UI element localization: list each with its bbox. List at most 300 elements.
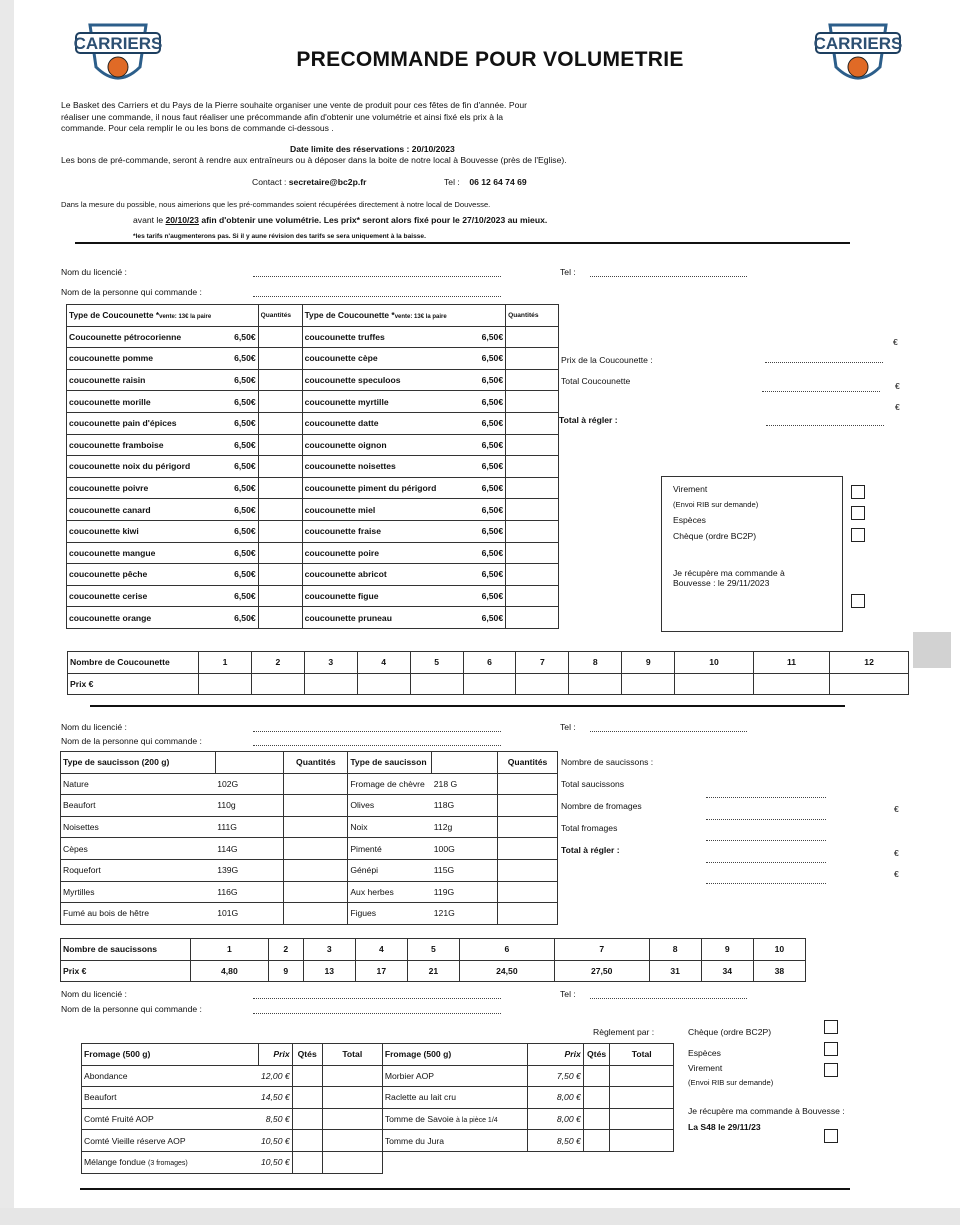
count-cell: 3 bbox=[303, 939, 355, 961]
especes-checkbox[interactable] bbox=[851, 506, 865, 520]
header-type-text: Type de Coucounette * bbox=[69, 310, 160, 321]
price-cell: 24,50 bbox=[459, 960, 554, 982]
table-row bbox=[67, 477, 559, 499]
table-row bbox=[61, 816, 558, 838]
qty-cell[interactable] bbox=[292, 1065, 322, 1087]
product-weight: 139G bbox=[215, 859, 284, 881]
side-label: Nombre de saucissons : bbox=[561, 757, 654, 767]
product-name: coucounette speculoos bbox=[304, 375, 401, 386]
qty-cell[interactable] bbox=[284, 881, 348, 903]
qty-cell[interactable] bbox=[506, 477, 559, 499]
virement-checkbox[interactable] bbox=[824, 1063, 838, 1077]
pickup-date: Bouvesse : le 29/11/2023 bbox=[673, 578, 770, 588]
count-cell: 12 bbox=[830, 652, 909, 674]
product-price: 8,00 € bbox=[528, 1087, 584, 1109]
product-cell bbox=[67, 412, 259, 434]
especes-checkbox[interactable] bbox=[824, 1042, 838, 1056]
divider bbox=[75, 242, 850, 244]
product-cell bbox=[67, 391, 259, 413]
product-name: coucounette noisettes bbox=[304, 461, 396, 472]
licencie-label: Nom du licencié : bbox=[61, 722, 127, 732]
product-cell bbox=[67, 456, 259, 478]
product-name: Génépi bbox=[348, 859, 432, 881]
tariff-note: *les tarifs n'augmenterons pas. Si il y aune révision des tarifs se sera uniquement à la baisse. bbox=[133, 233, 426, 240]
total-saucissons-field[interactable] bbox=[706, 797, 826, 798]
qty-cell[interactable] bbox=[583, 1065, 610, 1087]
personne-field[interactable] bbox=[253, 296, 501, 297]
product-name bbox=[382, 1108, 527, 1130]
price-cell[interactable] bbox=[753, 673, 829, 695]
qty-cell[interactable] bbox=[258, 542, 302, 564]
qty-cell[interactable] bbox=[284, 773, 348, 795]
table-row bbox=[61, 773, 558, 795]
qty-cell[interactable] bbox=[284, 795, 348, 817]
product-weight: 218 G bbox=[432, 773, 498, 795]
product-name: coucounette miel bbox=[304, 504, 376, 515]
product-name: Noix bbox=[348, 816, 432, 838]
product-price: 6,50€ bbox=[234, 526, 256, 537]
total-cell[interactable] bbox=[322, 1130, 382, 1152]
tel-value: 06 12 64 74 69 bbox=[469, 177, 527, 187]
pickup-line: Je récupère ma commande à bbox=[673, 568, 785, 578]
product-price: 6,50€ bbox=[234, 461, 256, 472]
pay-rib-note: (Envoi RIB sur demande) bbox=[688, 1078, 774, 1087]
total-cell[interactable] bbox=[610, 1065, 674, 1087]
divider bbox=[80, 1188, 850, 1190]
qty-cell[interactable] bbox=[583, 1087, 610, 1109]
qty-cell[interactable] bbox=[498, 903, 558, 925]
qty-cell[interactable] bbox=[498, 838, 558, 860]
qty-cell[interactable] bbox=[583, 1130, 610, 1152]
price-cell[interactable] bbox=[569, 673, 622, 695]
col-header-prix: Prix bbox=[528, 1044, 584, 1066]
qty-cell[interactable] bbox=[258, 564, 302, 586]
tel-line bbox=[444, 177, 527, 189]
pay-rib-note: (Envoi RIB sur demande) bbox=[673, 500, 759, 509]
table-row bbox=[67, 369, 559, 391]
product-price: 6,50€ bbox=[234, 439, 256, 450]
deadline: Date limite des réservations : 20/10/2023 bbox=[290, 144, 455, 154]
qty-cell[interactable] bbox=[258, 456, 302, 478]
price-cell[interactable] bbox=[516, 673, 569, 695]
product-name: Olives bbox=[348, 795, 432, 817]
licencie-field[interactable] bbox=[253, 276, 501, 277]
grey-square bbox=[913, 632, 951, 668]
qty-cell[interactable] bbox=[284, 903, 348, 925]
product-cell bbox=[302, 542, 506, 564]
price-cell[interactable] bbox=[622, 673, 675, 695]
qty-cell[interactable] bbox=[506, 499, 559, 521]
extra-field[interactable] bbox=[706, 883, 826, 884]
table-row bbox=[67, 585, 559, 607]
count-cell: 5 bbox=[410, 652, 463, 674]
product-weight: 119G bbox=[432, 881, 498, 903]
count-cell: 10 bbox=[675, 652, 754, 674]
price-cell[interactable] bbox=[830, 673, 909, 695]
product-name: coucounette orange bbox=[69, 612, 152, 623]
pay-especes: Espèces bbox=[688, 1048, 721, 1058]
table-row bbox=[67, 456, 559, 478]
euro-sign: € bbox=[895, 381, 900, 391]
qty-cell[interactable] bbox=[258, 369, 302, 391]
before-text: avant le bbox=[133, 215, 166, 225]
prix-coucounette-field[interactable] bbox=[765, 362, 883, 363]
empty-cell bbox=[382, 1151, 527, 1173]
table-row bbox=[61, 859, 558, 881]
col-header-qty: Qtés bbox=[583, 1044, 610, 1066]
total-regler-field[interactable] bbox=[706, 862, 826, 863]
product-cell bbox=[67, 326, 259, 348]
return-note: Les bons de pré-commande, seront à rendre aux entraîneurs ou à déposer dans la boite de notre local à Bouvesse (près de l'Eglise). bbox=[61, 155, 567, 165]
product-name: coucounette poivre bbox=[69, 483, 149, 494]
count-cell: 2 bbox=[268, 939, 303, 961]
empty-cell bbox=[610, 1151, 674, 1173]
product-weight: 112g bbox=[432, 816, 498, 838]
product-price: 6,50€ bbox=[234, 504, 256, 515]
total-cell[interactable] bbox=[322, 1151, 382, 1173]
price-cell: 17 bbox=[355, 960, 407, 982]
pickup-checkbox[interactable] bbox=[851, 594, 865, 608]
personne-field[interactable] bbox=[253, 1013, 501, 1014]
product-cell bbox=[302, 391, 506, 413]
product-name: Aux herbes bbox=[348, 881, 432, 903]
table-row bbox=[67, 520, 559, 542]
table-row bbox=[82, 1065, 674, 1087]
count-cell: 5 bbox=[407, 939, 459, 961]
col-header-type: Type de saucisson (200 g) bbox=[61, 752, 216, 774]
product-cell bbox=[302, 326, 506, 348]
intro-line: réaliser une commande, il nous faut réaliser une précommande afin d'obtenir une volumétrie et ainsi fixé els prix à la bbox=[61, 111, 504, 122]
price-cell: 21 bbox=[407, 960, 459, 982]
qty-cell[interactable] bbox=[506, 369, 559, 391]
product-price: 10,50 € bbox=[259, 1151, 292, 1173]
count-cell: 11 bbox=[753, 652, 829, 674]
product-price: 6,50€ bbox=[481, 439, 504, 450]
count-cell: 2 bbox=[251, 652, 304, 674]
divider bbox=[90, 705, 845, 707]
product-cell bbox=[302, 607, 506, 629]
qty-cell[interactable] bbox=[506, 326, 559, 348]
qty-cell[interactable] bbox=[284, 816, 348, 838]
price-cell: 31 bbox=[649, 960, 701, 982]
qty-cell[interactable] bbox=[258, 520, 302, 542]
qty-cell[interactable] bbox=[506, 607, 559, 629]
qty-cell[interactable] bbox=[506, 585, 559, 607]
total-cell[interactable] bbox=[322, 1065, 382, 1087]
product-note: (3 fromages) bbox=[148, 1160, 188, 1168]
pay-virement: Virement bbox=[688, 1063, 723, 1073]
tel-label: Tel : bbox=[444, 177, 463, 187]
qty-cell[interactable] bbox=[258, 607, 302, 629]
price-cell[interactable] bbox=[463, 673, 516, 695]
qty-cell[interactable] bbox=[258, 434, 302, 456]
product-label: Tomme de Savoie bbox=[384, 1114, 454, 1125]
product-weight: 110g bbox=[215, 795, 284, 817]
table-row bbox=[67, 391, 559, 413]
qty-cell[interactable] bbox=[284, 838, 348, 860]
contact-email: secretaire@bc2p.fr bbox=[288, 177, 367, 187]
product-price: 14,50 € bbox=[259, 1087, 292, 1109]
saucisson-count-table bbox=[60, 938, 806, 982]
pay-cheque: Chèque (ordre BC2P) bbox=[673, 531, 757, 541]
before-date: 20/10/23 bbox=[165, 215, 199, 225]
tel-field-label: Tel : bbox=[560, 989, 576, 999]
qty-cell[interactable] bbox=[498, 881, 558, 903]
table-row bbox=[67, 499, 559, 521]
total-regler-field[interactable] bbox=[766, 425, 884, 426]
qty-cell[interactable] bbox=[258, 391, 302, 413]
product-price: 6,50€ bbox=[481, 353, 504, 364]
col-header-fromage: Fromage (500 g) bbox=[382, 1044, 527, 1066]
qty-cell[interactable] bbox=[506, 542, 559, 564]
count-cell: 7 bbox=[554, 939, 649, 961]
nombre-fromages-field[interactable] bbox=[706, 819, 826, 820]
product-cell bbox=[302, 585, 506, 607]
euro-sign: € bbox=[894, 848, 899, 858]
qty-cell[interactable] bbox=[506, 520, 559, 542]
product-price: 10,50 € bbox=[259, 1130, 292, 1152]
col-header-qty: Quantités bbox=[506, 305, 559, 327]
product-price: 6,50€ bbox=[234, 396, 256, 407]
product-price: 6,50€ bbox=[234, 483, 256, 494]
coucounette-table bbox=[66, 304, 559, 629]
total-fromages-field[interactable] bbox=[706, 840, 826, 841]
total-cell[interactable] bbox=[610, 1108, 674, 1130]
table-row bbox=[67, 434, 559, 456]
licencie-field[interactable] bbox=[253, 731, 501, 732]
col-header-total: Total bbox=[322, 1044, 382, 1066]
table-row bbox=[67, 542, 559, 564]
qty-cell[interactable] bbox=[506, 434, 559, 456]
col-header-weight bbox=[432, 752, 498, 774]
side-label: Total saucissons bbox=[561, 779, 625, 789]
product-cell bbox=[302, 499, 506, 521]
qty-cell[interactable] bbox=[258, 326, 302, 348]
qty-cell[interactable] bbox=[506, 412, 559, 434]
table-row bbox=[61, 838, 558, 860]
table-row bbox=[61, 795, 558, 817]
table-row bbox=[67, 564, 559, 586]
qty-cell[interactable] bbox=[506, 456, 559, 478]
qty-cell[interactable] bbox=[292, 1087, 322, 1109]
qty-cell[interactable] bbox=[258, 585, 302, 607]
product-cell bbox=[67, 607, 259, 629]
product-name: coucounette kiwi bbox=[69, 526, 139, 537]
price-cell: 4,80 bbox=[191, 960, 269, 982]
count-label: Nombre de saucissons bbox=[61, 939, 191, 961]
header-type-text: Type de Coucounette * bbox=[304, 310, 395, 321]
total-cell[interactable] bbox=[322, 1108, 382, 1130]
tel-field[interactable] bbox=[590, 276, 747, 277]
qty-cell[interactable] bbox=[292, 1108, 322, 1130]
pickup-checkbox[interactable] bbox=[824, 1129, 838, 1143]
col-header-qty: Qtés bbox=[292, 1044, 322, 1066]
product-name: coucounette cerise bbox=[69, 591, 148, 602]
saucisson-table bbox=[60, 751, 558, 925]
product-weight: 100G bbox=[432, 838, 498, 860]
price-cell[interactable] bbox=[251, 673, 304, 695]
table-row bbox=[82, 1130, 674, 1152]
product-name: coucounette pomme bbox=[69, 353, 154, 364]
intro-line: Le Basket des Carriers et du Pays de la Pierre souhaite organiser une vente de produit pour ces fêtes de fin d'année. Pour bbox=[61, 100, 527, 110]
product-name bbox=[82, 1151, 259, 1173]
product-price: 6,50€ bbox=[481, 547, 504, 558]
contact-label: Contact : bbox=[252, 177, 289, 187]
total-coucounette-field[interactable] bbox=[762, 391, 880, 392]
product-price: 6,50€ bbox=[481, 396, 504, 407]
product-name: coucounette oignon bbox=[304, 439, 387, 450]
col-header-fromage: Fromage (500 g) bbox=[82, 1044, 259, 1066]
product-name: Beaufort bbox=[82, 1087, 259, 1109]
product-price: 8,50 € bbox=[528, 1130, 584, 1152]
product-price: 12,00 € bbox=[259, 1065, 292, 1087]
price-cell[interactable] bbox=[199, 673, 252, 695]
count-cell: 10 bbox=[753, 939, 805, 961]
pay-virement: Virement bbox=[673, 484, 708, 494]
col-header-prix: Prix bbox=[259, 1044, 292, 1066]
table-row bbox=[61, 903, 558, 925]
personne-field[interactable] bbox=[253, 745, 501, 746]
fromage-table bbox=[81, 1043, 674, 1174]
product-name: coucounette poire bbox=[304, 547, 380, 558]
product-price: 6,50€ bbox=[234, 569, 256, 580]
product-name: coucounette morille bbox=[69, 396, 151, 407]
table-row bbox=[82, 1151, 674, 1173]
qty-cell[interactable] bbox=[258, 412, 302, 434]
header-note: vente: 13€ la paire bbox=[394, 314, 447, 321]
qty-cell[interactable] bbox=[258, 499, 302, 521]
cheque-checkbox[interactable] bbox=[824, 1020, 838, 1034]
product-name: Fromage de chèvre bbox=[348, 773, 432, 795]
price-cell[interactable] bbox=[410, 673, 463, 695]
product-price: 6,50€ bbox=[234, 591, 256, 602]
page-title: PRECOMMANDE POUR VOLUMETRIE bbox=[296, 48, 684, 71]
col-header-type bbox=[302, 305, 506, 327]
qty-cell[interactable] bbox=[292, 1151, 322, 1173]
product-cell bbox=[67, 477, 259, 499]
euro-sign: € bbox=[894, 869, 899, 879]
total-cell[interactable] bbox=[610, 1087, 674, 1109]
product-name: coucounette mangue bbox=[69, 547, 156, 558]
price-cell[interactable] bbox=[304, 673, 357, 695]
product-name: Noisettes bbox=[61, 816, 216, 838]
product-cell bbox=[67, 564, 259, 586]
licencie-label: Nom du licencié : bbox=[61, 989, 127, 999]
product-name: Comté Vieille réserve AOP bbox=[82, 1130, 259, 1152]
product-price: 6,50€ bbox=[234, 331, 256, 342]
payment-box bbox=[661, 476, 843, 632]
tel-field[interactable] bbox=[590, 998, 747, 999]
count-cell: 6 bbox=[463, 652, 516, 674]
col-header-qty: Quantités bbox=[284, 752, 348, 774]
price-cell: 13 bbox=[303, 960, 355, 982]
product-cell bbox=[302, 412, 506, 434]
count-cell: 9 bbox=[622, 652, 675, 674]
photo-border-left bbox=[0, 0, 14, 1225]
product-name: Roquefort bbox=[61, 859, 216, 881]
price-cell[interactable] bbox=[357, 673, 410, 695]
qty-cell[interactable] bbox=[498, 773, 558, 795]
tel-field[interactable] bbox=[590, 731, 747, 732]
empty-cell bbox=[583, 1151, 610, 1173]
product-weight: 114G bbox=[215, 838, 284, 860]
count-cell: 1 bbox=[199, 652, 252, 674]
product-weight: 102G bbox=[215, 773, 284, 795]
qty-cell[interactable] bbox=[506, 348, 559, 370]
qty-cell[interactable] bbox=[498, 816, 558, 838]
product-weight: 121G bbox=[432, 903, 498, 925]
prix-coucounette-label: Prix de la Coucounette : bbox=[561, 355, 653, 365]
product-name: coucounette framboise bbox=[69, 439, 164, 450]
pickup-line: Je récupère ma commande à Bouvesse : bbox=[688, 1106, 845, 1116]
virement-checkbox[interactable] bbox=[851, 485, 865, 499]
product-price: 6,50€ bbox=[481, 461, 504, 472]
product-name: coucounette abricot bbox=[304, 569, 387, 580]
product-cell bbox=[67, 542, 259, 564]
product-name: coucounette pain d'épices bbox=[69, 418, 177, 429]
total-cell[interactable] bbox=[610, 1130, 674, 1152]
qty-cell[interactable] bbox=[498, 859, 558, 881]
product-weight: 101G bbox=[215, 903, 284, 925]
col-header-weight bbox=[215, 752, 284, 774]
product-cell bbox=[302, 434, 506, 456]
product-weight: 116G bbox=[215, 881, 284, 903]
product-price: 6,50€ bbox=[234, 375, 256, 386]
total-cell[interactable] bbox=[322, 1087, 382, 1109]
product-price: 6,50€ bbox=[481, 375, 504, 386]
qty-cell[interactable] bbox=[258, 348, 302, 370]
product-price: 6,50€ bbox=[481, 331, 504, 342]
count-cell: 7 bbox=[516, 652, 569, 674]
product-cell bbox=[302, 564, 506, 586]
prix-label: Prix € bbox=[68, 673, 199, 695]
before-text-end: afin d'obtenir une volumétrie. Les prix* seront alors fixé pour le 27/10/2023 au mieux. bbox=[198, 215, 548, 225]
qty-cell[interactable] bbox=[292, 1130, 322, 1152]
qty-cell[interactable] bbox=[583, 1108, 610, 1130]
product-price: 6,50€ bbox=[481, 504, 504, 515]
product-cell bbox=[67, 434, 259, 456]
pickup-note: Dans la mesure du possible, nous aimerions que les pré-commandes soient récupérées directement à notre local de Douvesse. bbox=[61, 200, 491, 209]
personne-label: Nom de la personne qui commande : bbox=[61, 287, 202, 297]
count-label: Nombre de Coucounette bbox=[68, 652, 199, 674]
reglement-label: Règlement par : bbox=[593, 1027, 655, 1037]
qty-cell[interactable] bbox=[506, 391, 559, 413]
empty-cell bbox=[528, 1151, 584, 1173]
table-row bbox=[82, 1087, 674, 1109]
qty-cell[interactable] bbox=[498, 795, 558, 817]
product-name: coucounette noix du périgord bbox=[69, 461, 191, 472]
product-name: Coucounette pétrocorienne bbox=[69, 331, 182, 342]
product-price: 6,50€ bbox=[481, 526, 504, 537]
licencie-field[interactable] bbox=[253, 998, 501, 999]
product-weight: 118G bbox=[432, 795, 498, 817]
count-cell: 3 bbox=[304, 652, 357, 674]
cheque-checkbox[interactable] bbox=[851, 528, 865, 542]
product-price: 6,50€ bbox=[234, 612, 256, 623]
count-cell: 8 bbox=[569, 652, 622, 674]
total-regler-label: Total à régler : bbox=[559, 415, 618, 425]
product-name: coucounette fraise bbox=[304, 526, 381, 537]
qty-cell[interactable] bbox=[506, 564, 559, 586]
before-line bbox=[133, 215, 547, 227]
licencie-label: Nom du licencié : bbox=[61, 267, 127, 277]
price-cell[interactable] bbox=[675, 673, 754, 695]
qty-cell[interactable] bbox=[258, 477, 302, 499]
product-weight: 111G bbox=[215, 816, 284, 838]
qty-cell[interactable] bbox=[284, 859, 348, 881]
product-price: 6,50€ bbox=[234, 353, 256, 364]
pickup-date: La S48 le 29/11/23 bbox=[688, 1122, 761, 1132]
